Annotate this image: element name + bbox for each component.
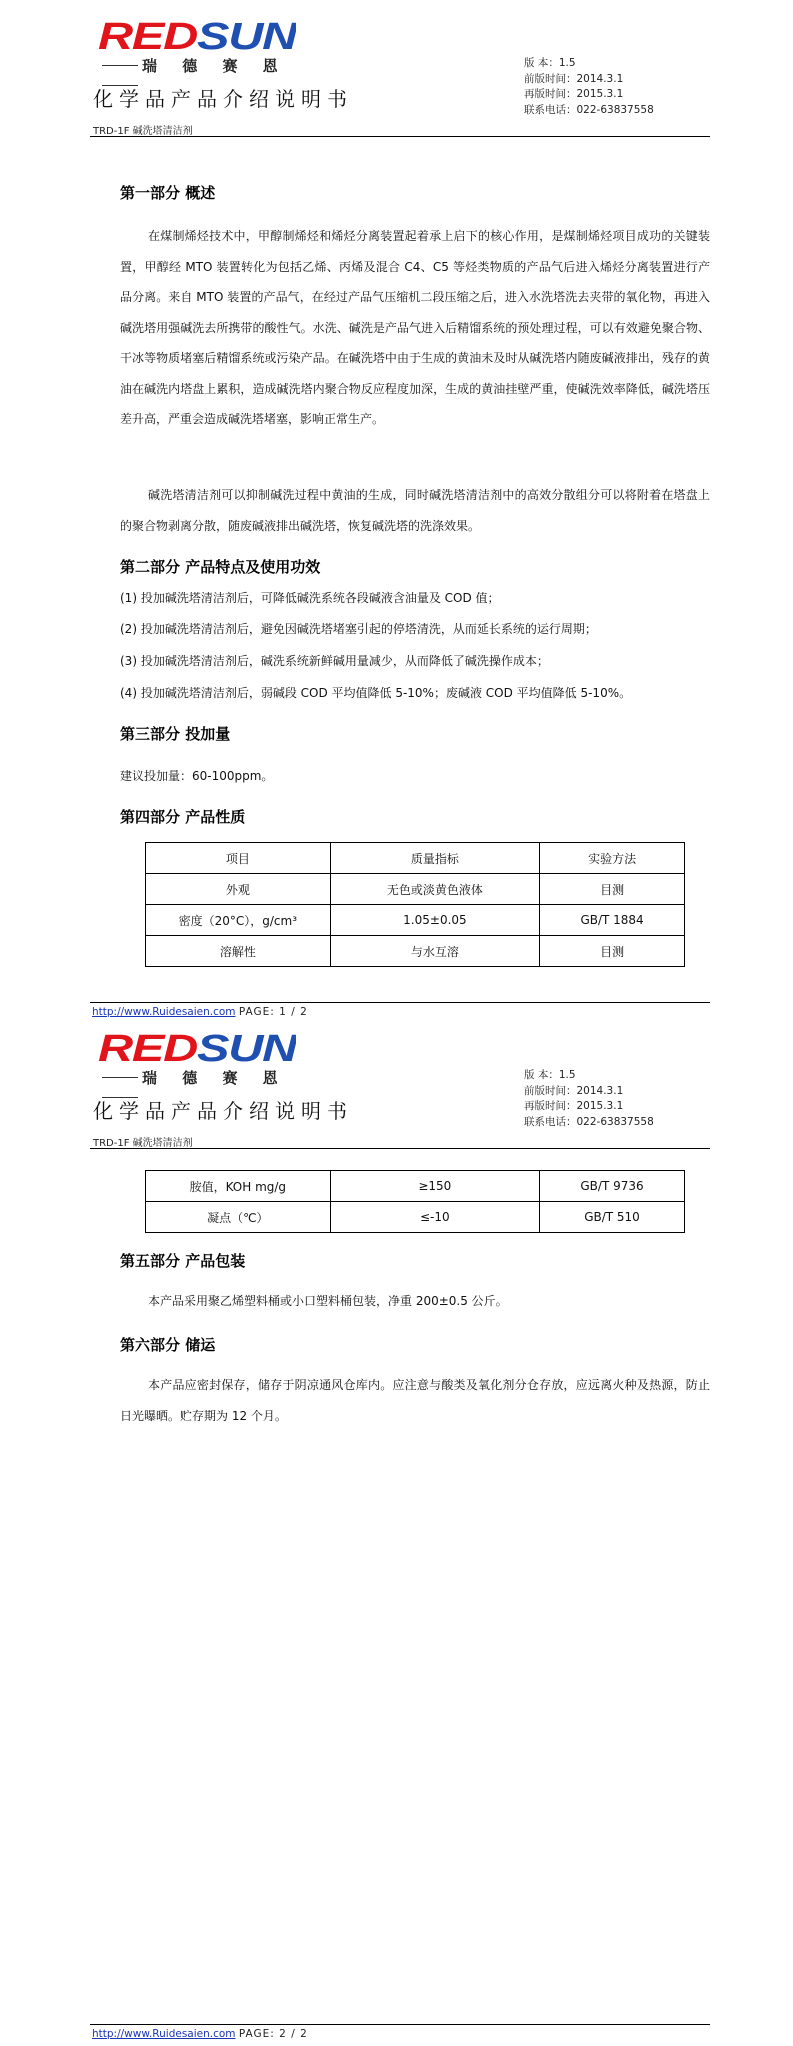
- footer-divider: [90, 1002, 710, 1003]
- feature-item-4: (4) 投加碱洗塔清洁剂后，弱碱段 COD 平均值降低 5-10%；废碱液 COD 平均值降低 5-10%。: [120, 686, 632, 700]
- section-3-title: 第三部分 投加量: [120, 725, 231, 743]
- website-link[interactable]: http://www.Ruidesaien.com: [92, 2028, 236, 2040]
- properties-table-continued: [145, 1170, 685, 1233]
- table-row: [146, 1202, 685, 1233]
- contact-phone: 联系电话：022-63837558: [524, 103, 654, 116]
- company-name: 瑞 德 赛 恩: [98, 55, 298, 73]
- feature-item-2: (2) 投加碱洗塔清洁剂后，避免因碱洗塔堵塞引起的停塔清洗，从而延长系统的运行周期；: [120, 622, 597, 636]
- table-cell: 无色或淡黄色液体: [330, 874, 539, 905]
- table-cell: 与水互溶: [330, 936, 539, 967]
- table-cell: 密度（20°C），g/cm³: [146, 905, 331, 936]
- section-1-paragraph-1: 在煤制烯烃技术中，甲醇制烯烃和烯烃分离装置起着承上启下的核心作用，是煤制烯烃项目成功的关键装置，甲醇经 MTO 装置转化为包括乙烯、丙烯及混合 C4、C5 等烃类物质的产品气后进入烯烃分离装置进行产品分离。来自 MTO 装置的产品气，在经过产品气压缩机二段压缩之后，进入水洗塔洗去夹带的氧化物，再进入碱洗塔用强碱洗去所携带的酸性气。水洗、碱洗是产品气进入后精馏系统的预处理过程，可以有效避免聚合物、干冰等物质堵塞后精馏系统或污染产品。在碱洗塔中由于生成的黄油未及时从碱洗塔内随废碱液排出，残存的黄油在碱洗内塔盘上累积，造成碱洗塔内聚合物反应程度加深，生成的黄油挂壁严重，使碱洗效率降低，碱洗塔压差升高，严重会造成碱洗塔堵塞，影响正常生产。: [120, 229, 710, 426]
- section-5-title: 第五部分 产品包装: [120, 1252, 246, 1270]
- document-title: 化学品产品介绍说明书: [93, 1099, 353, 1123]
- page-2: [0, 1020, 793, 2046]
- contact-phone: 联系电话：022-63837558: [524, 1115, 654, 1128]
- previous-version-date: 前版时间：2014.3.1: [524, 1084, 624, 1097]
- table-cell: GB/T 1884: [540, 905, 685, 936]
- storage-text: 本产品应密封保存，储存于阴凉通风仓库内。应注意与酸类及氧化剂分仓存放，应远离火种及热源，防止日光曝晒。贮存期为 12 个月。: [120, 1378, 710, 1423]
- version-line: 版 本：1.5: [524, 1069, 576, 1081]
- product-code: TRD-1F 碱洗塔清洁剂: [93, 126, 193, 137]
- table-header-cell: 实验方法: [540, 843, 685, 874]
- feature-item-1: (1) 投加碱洗塔清洁剂后，可降低碱洗系统各段碱液含油量及 COD 值；: [120, 591, 500, 605]
- version-line: 版 本：1.5: [524, 57, 576, 69]
- table-cell: 胺值，KOH mg/g: [146, 1171, 331, 1202]
- version-info: [524, 56, 654, 118]
- section-1-paragraph-2: 碱洗塔清洁剂可以抑制碱洗过程中黄油的生成，同时碱洗塔清洁剂中的高效分散组分可以将附着在塔盘上的聚合物剥离分散，随废碱液排出碱洗塔，恢复碱洗塔的洗涤效果。: [120, 488, 710, 533]
- page-1: [0, 0, 793, 1020]
- table-cell: ≥150: [330, 1171, 539, 1202]
- reissue-date: 再版时间：2015.3.1: [524, 88, 624, 100]
- document-title: 化学品产品介绍说明书: [93, 87, 353, 111]
- table-cell: ≤-10: [330, 1202, 539, 1233]
- table-row: [146, 1171, 685, 1202]
- feature-item-3: (3) 投加碱洗塔清洁剂后，碱洗系统新鲜碱用量减少，从而降低了碱洗操作成本；: [120, 654, 549, 668]
- page-number: PAGE: 2 / 2: [238, 2028, 308, 2040]
- table-cell: 凝点（℃）: [146, 1202, 331, 1233]
- svg-text:REDSUN: RED SUN: [98, 18, 275, 52]
- table-row: [146, 905, 685, 936]
- table-header-cell: 质量指标: [330, 843, 539, 874]
- section-4-title: 第四部分 产品性质: [120, 808, 246, 826]
- table-cell: GB/T 9736: [540, 1171, 685, 1202]
- table-header-row: [146, 843, 685, 874]
- version-info: [524, 1068, 654, 1130]
- header-divider: [90, 136, 710, 137]
- table-cell: 溶解性: [146, 936, 331, 967]
- svg-text:REDSUN: RED SUN: [98, 1030, 275, 1064]
- product-code: TRD-1F 碱洗塔清洁剂: [93, 1138, 193, 1149]
- section-6-title: 第六部分 储运: [120, 1336, 216, 1354]
- table-cell: 目测: [540, 936, 685, 967]
- page-number: PAGE: 1 / 2: [238, 1006, 308, 1018]
- table-header-cell: 项目: [146, 843, 331, 874]
- table-cell: 外观: [146, 874, 331, 905]
- table-cell: 1.05±0.05: [330, 905, 539, 936]
- section-2-title: 第二部分 产品特点及使用功效: [120, 558, 321, 576]
- dosage-text: 建议投加量：60-100ppm。: [120, 769, 274, 783]
- redsun-logo: [98, 18, 296, 52]
- table-cell: GB/T 510: [540, 1202, 685, 1233]
- footer: [92, 1006, 308, 1018]
- header-divider: [90, 1148, 710, 1149]
- properties-table: [145, 842, 685, 967]
- reissue-date: 再版时间：2015.3.1: [524, 1100, 624, 1112]
- footer: [92, 2028, 308, 2040]
- table-cell: 目测: [540, 874, 685, 905]
- website-link[interactable]: http://www.Ruidesaien.com: [92, 1006, 236, 1018]
- company-name: 瑞 德 赛 恩: [98, 1067, 298, 1085]
- previous-version-date: 前版时间：2014.3.1: [524, 72, 624, 85]
- table-row: [146, 936, 685, 967]
- packaging-text: 本产品采用聚乙烯塑料桶或小口塑料桶包装，净重 200±0.5 公斤。: [148, 1294, 508, 1308]
- table-row: [146, 874, 685, 905]
- section-1-title: 第一部分 概述: [120, 184, 216, 202]
- footer-divider: [90, 2024, 710, 2025]
- redsun-logo: [98, 1030, 296, 1064]
